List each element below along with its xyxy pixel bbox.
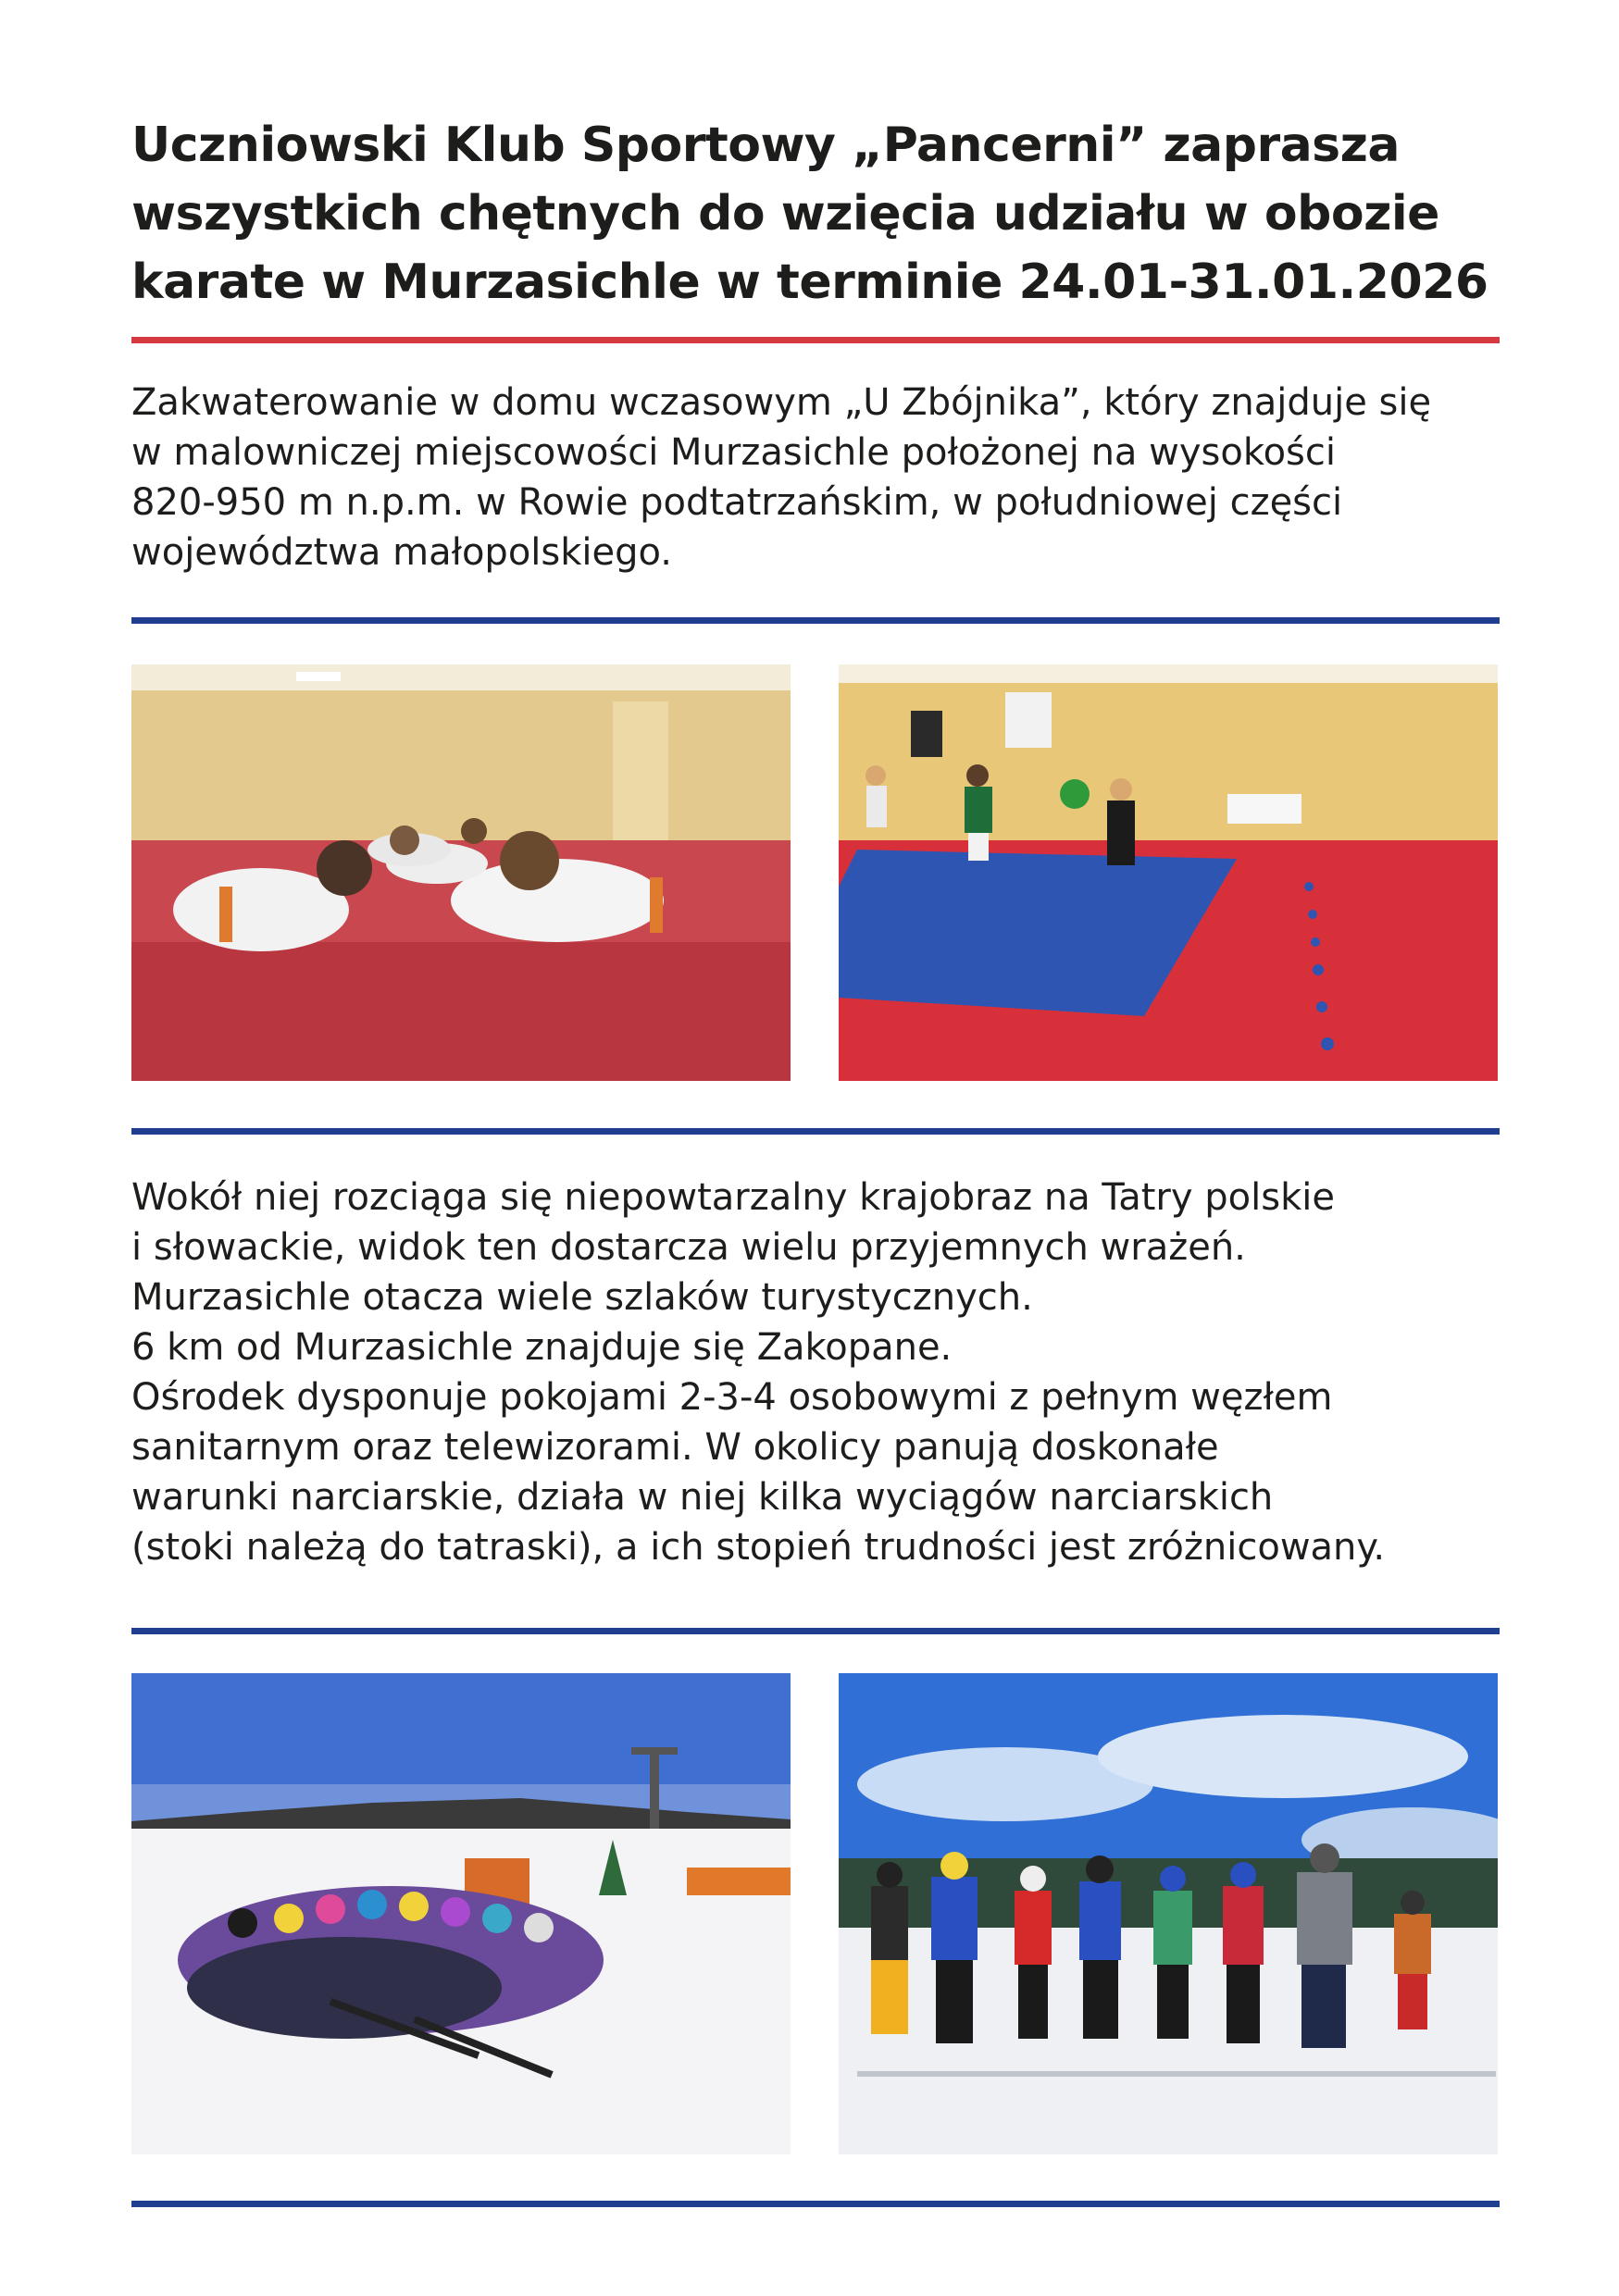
section-divider — [131, 2201, 1500, 2207]
intro-line: 820-950 m n.p.m. w Rowie podtatrzańskim, w południowej części — [131, 481, 1343, 524]
description-line: warunki narciarskie, działa w niej kilka wyciągów narciarskich — [131, 1476, 1274, 1519]
intro-line: Zakwaterowanie w domu wczasowym „U Zbójnika”, który znajduje się — [131, 381, 1432, 424]
intro-line: województwa małopolskiego. — [131, 531, 673, 574]
photo-skiers-standing — [839, 1673, 1498, 2154]
intro-line: w malowniczej miejscowości Murzasichle położonej na wysokości — [131, 431, 1336, 474]
mat-training-image — [839, 664, 1498, 1081]
description-line: Ośrodek dysponuje pokojami 2-3-4 osobowymi z pełnym węzłem — [131, 1376, 1333, 1419]
title-line: karate w Murzasichle w terminie 24.01-31.01.2026 — [131, 254, 1488, 310]
title-divider — [131, 337, 1500, 343]
description-line: sanitarnym oraz telewizorami. W okolicy panują doskonałe — [131, 1426, 1219, 1469]
section-divider — [131, 1628, 1500, 1634]
section-divider — [131, 617, 1500, 624]
description-paragraph — [131, 1173, 1501, 1572]
title-line: Uczniowski Klub Sportowy „Pancerni” zaprasza — [131, 118, 1400, 173]
skiers-standing-image — [839, 1673, 1498, 2154]
photo-karate-pushups — [131, 664, 791, 1081]
title-line: wszystkich chętnych do wzięcia udziału w obozie — [131, 186, 1439, 242]
intro-paragraph — [131, 378, 1501, 577]
description-line: 6 km od Murzasichle znajduje się Zakopane. — [131, 1326, 953, 1369]
ski-group-sitting-image — [131, 1673, 791, 2154]
photo-ski-group-sitting — [131, 1673, 791, 2154]
description-line: (stoki należą do tatraski), a ich stopień trudności jest zróżnicowany. — [131, 1526, 1386, 1569]
karate-pushups-image — [131, 664, 791, 1081]
description-line: Murzasichle otacza wiele szlaków turystycznych. — [131, 1276, 1033, 1319]
section-divider — [131, 1128, 1500, 1135]
description-line: Wokół niej rozciąga się niepowtarzalny krajobraz na Tatry polskie — [131, 1176, 1335, 1219]
page-title — [131, 111, 1501, 316]
description-line: i słowackie, widok ten dostarcza wielu przyjemnych wrażeń. — [131, 1226, 1246, 1269]
photo-mat-training — [839, 664, 1498, 1081]
